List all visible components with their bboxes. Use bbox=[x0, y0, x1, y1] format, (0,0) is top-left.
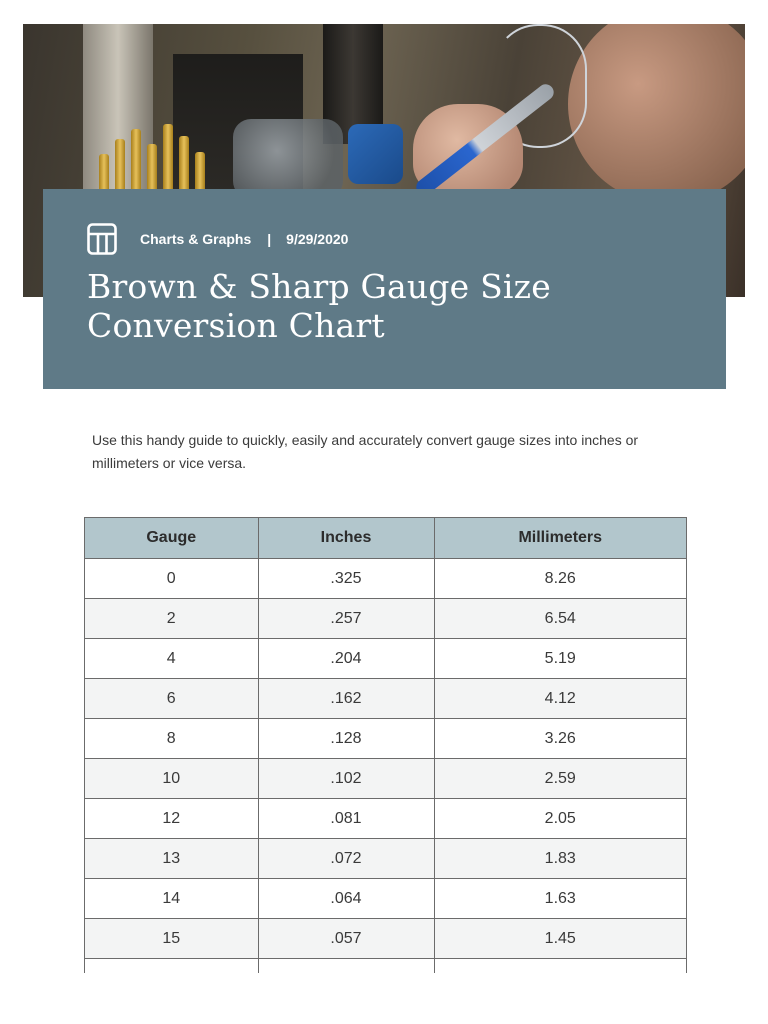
table-row bbox=[85, 799, 686, 839]
title-line-2: Conversion Chart bbox=[87, 306, 385, 345]
title-card bbox=[43, 189, 726, 389]
column-header-millimeters: Millimeters bbox=[434, 518, 686, 559]
gauge-cell: 2 bbox=[85, 599, 258, 639]
millimeters-cell: 2.05 bbox=[434, 799, 686, 839]
millimeters-cell: 1.83 bbox=[434, 839, 686, 879]
table-row bbox=[85, 959, 686, 974]
millimeters-cell: 6.54 bbox=[434, 599, 686, 639]
table-row bbox=[85, 919, 686, 959]
table-row bbox=[85, 559, 686, 599]
inches-cell bbox=[258, 959, 434, 974]
person-face bbox=[568, 24, 745, 204]
table-row bbox=[85, 839, 686, 879]
gauge-cell: 12 bbox=[85, 799, 258, 839]
table-row bbox=[85, 759, 686, 799]
blue-object bbox=[348, 124, 403, 184]
intro-text: Use this handy guide to quickly, easily and accurately convert gauge sizes into inches or millimeters or vice versa. bbox=[92, 432, 639, 471]
table-row bbox=[85, 719, 686, 759]
millimeters-cell: 4.12 bbox=[434, 679, 686, 719]
column-header-inches: Inches bbox=[258, 518, 434, 559]
gauge-table-container bbox=[84, 517, 687, 973]
inches-cell: .128 bbox=[258, 719, 434, 759]
gauge-cell: 15 bbox=[85, 919, 258, 959]
plastic-bag bbox=[233, 119, 343, 199]
column-header-gauge: Gauge bbox=[85, 518, 258, 559]
gauge-cell bbox=[85, 959, 258, 974]
category-link[interactable]: Charts & Graphs bbox=[140, 231, 252, 247]
millimeters-cell bbox=[434, 959, 686, 974]
inches-cell: .325 bbox=[258, 559, 434, 599]
gauge-cell: 10 bbox=[85, 759, 258, 799]
gauge-cell: 0 bbox=[85, 559, 258, 599]
millimeters-cell: 3.26 bbox=[434, 719, 686, 759]
table-row bbox=[85, 639, 686, 679]
millimeters-cell: 1.63 bbox=[434, 879, 686, 919]
gauge-cell: 14 bbox=[85, 879, 258, 919]
gauge-cell: 4 bbox=[85, 639, 258, 679]
gauge-cell: 8 bbox=[85, 719, 258, 759]
inches-cell: .162 bbox=[258, 679, 434, 719]
page-title bbox=[87, 267, 707, 345]
inches-cell: .257 bbox=[258, 599, 434, 639]
millimeters-cell: 5.19 bbox=[434, 639, 686, 679]
inches-cell: .102 bbox=[258, 759, 434, 799]
inches-cell: .204 bbox=[258, 639, 434, 679]
gauge-cell: 13 bbox=[85, 839, 258, 879]
post-date: 9/29/2020 bbox=[286, 231, 349, 247]
meta-separator: | bbox=[267, 231, 272, 247]
gauge-cell: 6 bbox=[85, 679, 258, 719]
meta-row bbox=[87, 222, 348, 256]
inches-cell: .081 bbox=[258, 799, 434, 839]
millimeters-cell: 1.45 bbox=[434, 919, 686, 959]
table-row bbox=[85, 599, 686, 639]
inches-cell: .072 bbox=[258, 839, 434, 879]
table-row bbox=[85, 879, 686, 919]
gauge-conversion-table bbox=[85, 518, 686, 973]
chart-table-icon bbox=[87, 223, 117, 255]
millimeters-cell: 8.26 bbox=[434, 559, 686, 599]
millimeters-cell: 2.59 bbox=[434, 759, 686, 799]
title-line-1: Brown & Sharp Gauge Size bbox=[87, 267, 551, 306]
inches-cell: .064 bbox=[258, 879, 434, 919]
table-row bbox=[85, 679, 686, 719]
inches-cell: .057 bbox=[258, 919, 434, 959]
table-header-row bbox=[85, 518, 686, 559]
